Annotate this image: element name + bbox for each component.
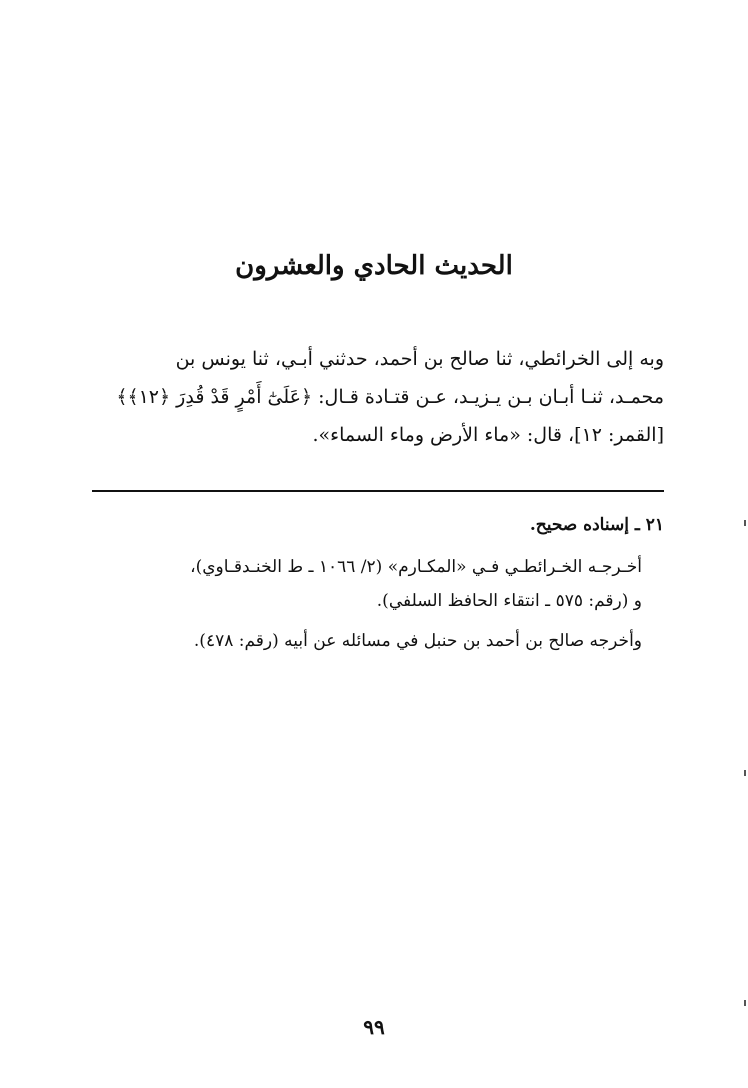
page-edge-mark (744, 520, 746, 526)
footnote-divider (92, 490, 664, 492)
footnote-line-1: أخـرجـه الخـرائطـي فـي «المكـارم» (٢/ ١٠٦٦ ـ ط الخنـدقـاوي)، (190, 557, 642, 577)
page-number: ٩٩ (363, 1015, 385, 1039)
footnote-heading: ٢١ ـ إسناده صحيح. (529, 515, 664, 535)
page-edge-mark (744, 1000, 746, 1006)
hadith-title: الحديث الحادي والعشرون (235, 251, 513, 281)
hadith-text-line-3: [القمر: ١٢]، قال: «ماء الأرض وماء السماء». (312, 424, 664, 446)
footnote-line-3: وأخرجه صالح بن أحمد بن حنبل في مسائله عن أبيه (رقم: ٤٧٨). (193, 631, 642, 651)
page-edge-mark (744, 770, 746, 776)
footnote-line-2: و (رقم: ٥٧٥ ـ انتقاء الحافظ السلفي). (376, 591, 642, 611)
footnotes-section (100, 508, 664, 658)
hadith-text-line-2: محمـد، ثنـا أبـان بـن يـزيـد، عـن قتـادة قـال: ﴿عَلَىٰٓ أَمْرٍ قَدْ قُدِرَ ﴿١٢﴾﴾ (116, 386, 664, 408)
hadith-text-line-1: وبه إلى الخرائطي، ثنا صالح بن أحمد، حدثني أبـي، ثنا يونس بن (175, 348, 664, 370)
hadith-text (88, 340, 664, 454)
